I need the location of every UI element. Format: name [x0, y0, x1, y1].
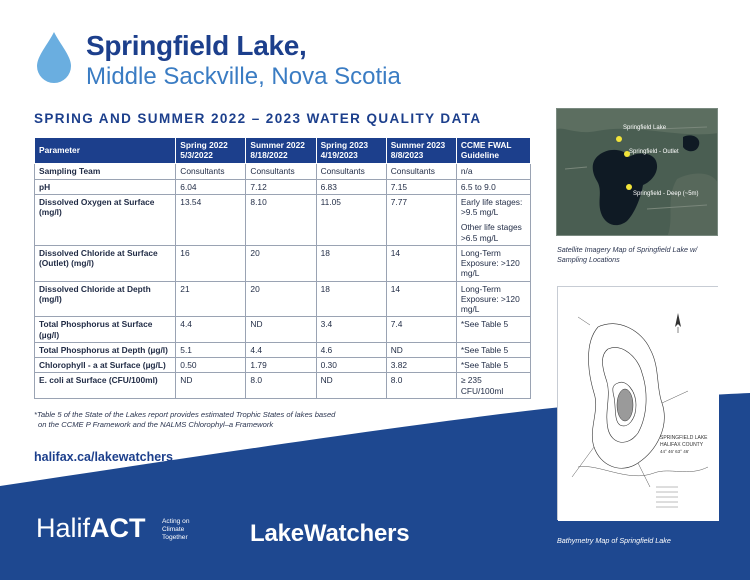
- sampling-pin-icon: [626, 184, 632, 190]
- value-cell: ND: [316, 373, 386, 399]
- value-cell: ND: [176, 373, 246, 399]
- parameter-cell: Dissolved Oxygen at Surface (mg/l): [35, 194, 176, 245]
- map-label: Springfield - Outlet: [629, 149, 679, 155]
- table-header-row: [35, 138, 531, 164]
- value-cell: 1.79: [246, 358, 316, 373]
- section-heading: SPRING AND SUMMER 2022 – 2023 WATER QUALITY DATA: [34, 111, 482, 126]
- value-cell: 16: [176, 245, 246, 281]
- bathymetry-map-image: [557, 286, 718, 520]
- value-cell: Consultants: [176, 164, 246, 179]
- value-cell: 4.4: [176, 317, 246, 343]
- table-row: [35, 179, 531, 194]
- value-cell: Consultants: [316, 164, 386, 179]
- map-label: Springfield - Deep (~5m): [633, 191, 699, 197]
- table-row: [35, 358, 531, 373]
- guideline-cell: Long-Term Exposure: >120 mg/L: [456, 245, 530, 281]
- guideline-cell: n/a: [456, 164, 530, 179]
- header-spring-2022: Spring 2022 5/3/2022: [176, 138, 246, 164]
- value-cell: 11.05: [316, 194, 386, 245]
- guideline-cell: Long-Term Exposure: >120 mg/L: [456, 281, 530, 317]
- water-quality-table: [34, 137, 531, 399]
- guideline-cell: ≥ 235 CFU/100ml: [456, 373, 530, 399]
- table-row: [35, 245, 531, 281]
- guideline-cell: 6.5 to 9.0: [456, 179, 530, 194]
- value-cell: 18: [316, 245, 386, 281]
- header-summer-2023: Summer 2023 8/8/2023: [386, 138, 456, 164]
- value-cell: 4.4: [246, 342, 316, 357]
- parameter-cell: pH: [35, 179, 176, 194]
- value-cell: ND: [246, 317, 316, 343]
- satellite-map-caption: Satellite Imagery Map of Springfield Lake w/ Sampling Locations: [557, 245, 698, 264]
- value-cell: 0.30: [316, 358, 386, 373]
- parameter-cell: Total Phosphorus at Surface (µg/l): [35, 317, 176, 343]
- value-cell: 6.04: [176, 179, 246, 194]
- parameter-cell: Chlorophyll - a at Surface (µg/L): [35, 358, 176, 373]
- table-row: [35, 194, 531, 245]
- page-subtitle: Middle Sackville, Nova Scotia: [86, 63, 401, 90]
- value-cell: 7.15: [386, 179, 456, 194]
- header-parameter: Parameter: [35, 138, 176, 164]
- water-drop-icon: [34, 30, 74, 84]
- parameter-cell: Dissolved Chloride at Surface (Outlet) (mg/l): [35, 245, 176, 281]
- header-summer-2022: Summer 2022 8/18/2022: [246, 138, 316, 164]
- value-cell: 8.10: [246, 194, 316, 245]
- map-label: Springfield Lake: [623, 125, 667, 131]
- satellite-map-image: [556, 108, 718, 236]
- value-cell: 14: [386, 281, 456, 317]
- bathy-label: SPRINGFIELD LAKE: [660, 435, 708, 441]
- parameter-cell: E. coli at Surface (CFU/100ml): [35, 373, 176, 399]
- value-cell: 20: [246, 245, 316, 281]
- footnote-line: *Table 5 of the State of the Lakes report provides estimated Trophic States of lakes based: [34, 410, 336, 419]
- value-cell: 13.54: [176, 194, 246, 245]
- bathy-label: 44° 46' 63° 46': [660, 449, 690, 454]
- table-row: [35, 281, 531, 317]
- parameter-cell: Dissolved Chloride at Depth (mg/l): [35, 281, 176, 317]
- value-cell: 3.4: [316, 317, 386, 343]
- value-cell: 18: [316, 281, 386, 317]
- table-row: [35, 317, 531, 343]
- value-cell: 8.0: [246, 373, 316, 399]
- bathymetry-map-caption: Bathymetry Map of Springfield Lake: [557, 536, 671, 545]
- value-cell: 21: [176, 281, 246, 317]
- guideline-cell: [456, 194, 530, 245]
- value-cell: 6.83: [316, 179, 386, 194]
- sampling-pin-icon: [616, 136, 622, 142]
- footnote-line: on the CCME P Framework and the NALMS Chlorophyl–a Framework: [38, 420, 274, 430]
- table-row: [35, 342, 531, 357]
- lakewatchers-link[interactable]: halifax.ca/lakewatchers: [34, 450, 173, 464]
- value-cell: 5.1: [176, 342, 246, 357]
- parameter-cell: Total Phosphorus at Depth (µg/l): [35, 342, 176, 357]
- value-cell: 20: [246, 281, 316, 317]
- value-cell: 3.82: [386, 358, 456, 373]
- value-cell: 7.77: [386, 194, 456, 245]
- header-spring-2023: Spring 2023 4/19/2023: [316, 138, 386, 164]
- page-title: Springfield Lake,: [86, 30, 307, 61]
- guideline-cell: *See Table 5: [456, 342, 530, 357]
- value-cell: 14: [386, 245, 456, 281]
- header-guideline: CCME FWAL Guideline: [456, 138, 530, 164]
- lakewatchers-logo: LakeWatchers: [250, 520, 410, 547]
- halifact-logo: HalifACT: [36, 513, 146, 543]
- value-cell: 4.6: [316, 342, 386, 357]
- value-cell: Consultants: [246, 164, 316, 179]
- guideline-cell: *See Table 5: [456, 358, 530, 373]
- guideline-cell: *See Table 5: [456, 317, 530, 343]
- value-cell: 7.4: [386, 317, 456, 343]
- value-cell: 8.0: [386, 373, 456, 399]
- guideline-line: Other life stages >6.5 mg/L: [460, 222, 522, 243]
- table-footnote: [34, 410, 504, 431]
- table-row: [35, 373, 531, 399]
- guideline-line: Early life stages: >9.5 mg/L: [460, 196, 523, 218]
- halifact-tagline: Acting on Climate Together: [162, 518, 190, 542]
- value-cell: 0.50: [176, 358, 246, 373]
- bathy-label: HALIFAX COUNTY: [660, 442, 704, 448]
- value-cell: 7.12: [246, 179, 316, 194]
- table-row: [35, 164, 531, 179]
- value-cell: Consultants: [386, 164, 456, 179]
- value-cell: ND: [386, 342, 456, 357]
- parameter-cell: Sampling Team: [35, 164, 176, 179]
